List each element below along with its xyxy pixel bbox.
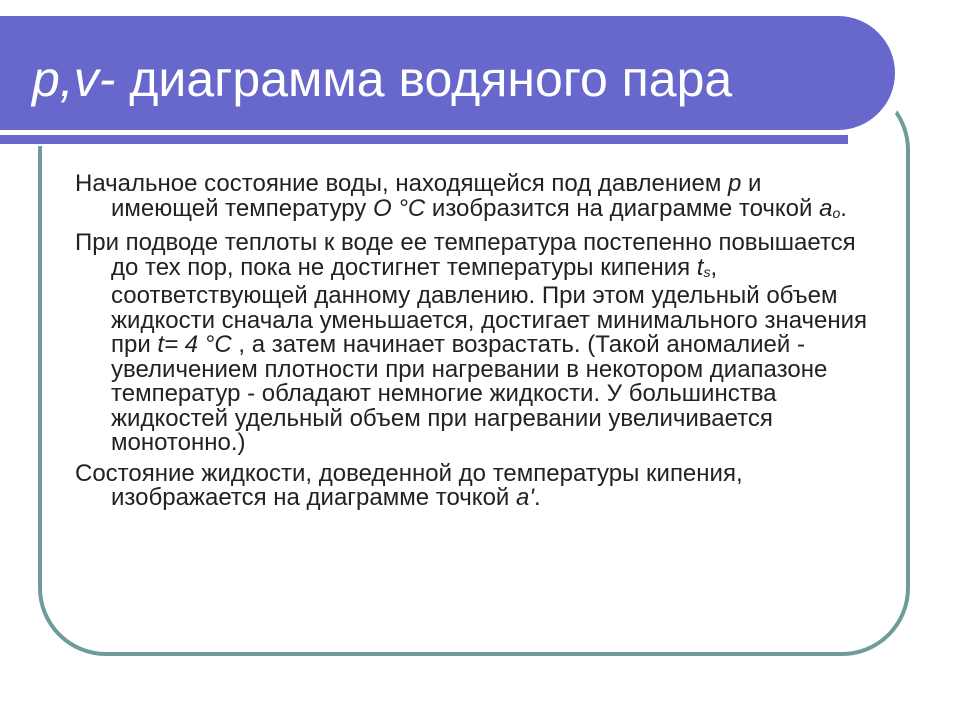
symbol-point: а': [516, 484, 534, 511]
paragraph-text: .: [533, 484, 541, 511]
paragraph-text: и имеющей температуру: [111, 170, 762, 222]
paragraph-text: , а затем начинает возрастать. (Такой аномалией - увеличением плотности при нагревании в некотором диапазоне температур - обладают немногие жидкости. У большинства жидкостей удельный объем при нагревании увеличивается монотонно.): [111, 331, 828, 456]
paragraph-text: Начальное состояние воды, находящейся под давлением: [75, 170, 728, 197]
title-text: диаграмма водяного пара: [115, 51, 733, 107]
title-prefix: p,v-: [32, 51, 116, 107]
paragraph-text: Состояние жидкости, доведенной до температуры кипения, изображается на диаграмме точкой: [75, 459, 743, 511]
paragraph-text: При подводе теплоты к воде ее температура постепенно повышается до тех пор, пока не достигнет температуры кипения: [75, 229, 856, 281]
slide-title: [32, 48, 732, 110]
paragraph-text: изобразится на диаграмме точкой: [425, 194, 820, 222]
symbol-boiling-temperature: t: [696, 253, 704, 281]
subscript: s: [703, 263, 711, 280]
slide-body: [75, 172, 875, 517]
symbol-point: a: [819, 194, 833, 222]
subscript: o: [832, 204, 841, 221]
paragraph-initial-state: [75, 172, 875, 225]
paragraph-boiling-state: [75, 459, 875, 511]
paragraph-text: , соответствующей данному давлению. При этом удельный объем жидкости сначала уменьшается, достигает минимального значения при: [111, 253, 868, 358]
paragraph-text: .: [840, 194, 847, 222]
symbol-min-volume-temperature: t= 4 °С: [157, 331, 232, 358]
symbol-temperature: О °С: [372, 194, 426, 222]
title-bar-bottom-stripe: [0, 135, 848, 144]
symbol-pressure: р: [728, 170, 742, 197]
paragraph-heating: [75, 231, 875, 456]
